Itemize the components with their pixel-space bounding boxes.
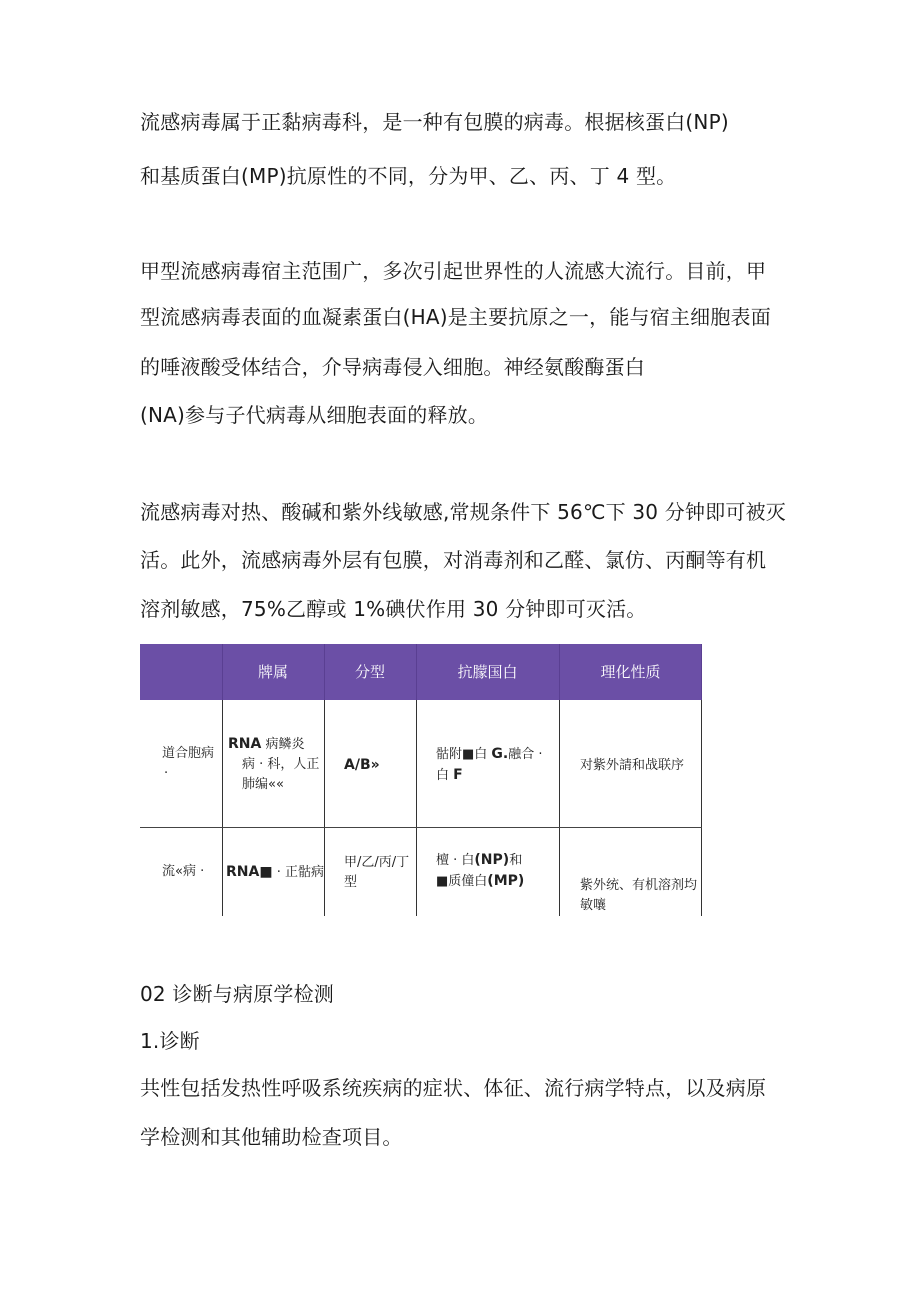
paragraph-3-line-3: 溶剂敏感，75%乙醇或 1%碘伏作用 30 分钟即可灭活。 bbox=[140, 597, 647, 621]
header-cell-properties: 理化性质 bbox=[600, 663, 661, 681]
subsection-heading: 1.诊断 bbox=[140, 1029, 200, 1053]
column-divider bbox=[559, 700, 560, 916]
paragraph-2-line-4: (NA)参与子代病毒从细胞表面的释放。 bbox=[140, 403, 489, 427]
row-divider bbox=[140, 827, 702, 828]
virus-comparison-table bbox=[140, 644, 702, 916]
table-row-1-family: RNA 病鳞炎 病 · 科，人正 肺编«« bbox=[228, 736, 320, 792]
paragraph-1-line-1: 流感病毒属于正黏病毒科，是一种有包膜的病毒。根据核蛋白(NP) bbox=[140, 110, 729, 134]
section-heading: 02 诊断与病原学检测 bbox=[140, 982, 335, 1006]
table-row-2-family: RNA■ · 正骷病 bbox=[226, 864, 324, 880]
table-row-1-name: 道合胞病 · bbox=[162, 746, 215, 781]
section-line-1: 共性包括发热性呼吸系统疾病的症状、体征、流行病学特点，以及病原 bbox=[140, 1076, 767, 1100]
table-row-2-name: 流«病 · bbox=[162, 864, 205, 879]
paragraph-3-line-2: 活。此外，流感病毒外层有包膜，对消毒剂和乙醛、氯仿、丙酮等有机 bbox=[140, 548, 767, 572]
table-row-1-antigen: 骷附■白 G.融合 · 白 F bbox=[436, 746, 543, 783]
column-divider bbox=[324, 700, 325, 916]
table-row-2-antigen: 檀 · 白(NP)和 ■质僮白(MP) bbox=[436, 852, 525, 889]
table-row-1-type: A/B» bbox=[344, 757, 380, 773]
header-cell-antigen: 抗朦国白 bbox=[457, 663, 518, 681]
table-header-row bbox=[140, 644, 702, 700]
table-row-2-properties: 紫外统、有机溶剂均 敏嚷 bbox=[580, 878, 698, 913]
table-row-1-properties: 对紫外請和战联序 bbox=[580, 758, 685, 773]
paragraph-3-line-1: 流感病毒对热、酸碱和紫外线敏感,常规条件下 56℃下 30 分钟即可被灭 bbox=[140, 500, 786, 524]
section-line-2: 学检测和其他辅助检查项目。 bbox=[140, 1125, 403, 1149]
paragraph-1-line-2: 和基质蛋白(MP)抗原性的不同，分为甲、乙、丙、丁 4 型。 bbox=[140, 164, 677, 188]
paragraph-2-line-2: 型流感病毒表面的血凝素蛋白(HA)是主要抗原之一，能与宿主细胞表面 bbox=[140, 305, 771, 329]
header-cell-empty bbox=[140, 644, 222, 700]
header-cell-type: 分型 bbox=[354, 663, 385, 681]
paragraph-2-line-3: 的唾液酸受体结合，介导病毒侵入细胞。神经氨酸酶蛋白 bbox=[140, 355, 645, 379]
paragraph-2-line-1: 甲型流感病毒宿主范围广，多次引起世界性的人流感大流行。目前，甲 bbox=[140, 259, 767, 283]
header-cell-family: 牌属 bbox=[257, 663, 288, 681]
column-divider bbox=[416, 700, 417, 916]
column-divider bbox=[222, 700, 223, 916]
table-row-2-type: 甲/乙/丙/丁 型 bbox=[344, 855, 410, 890]
